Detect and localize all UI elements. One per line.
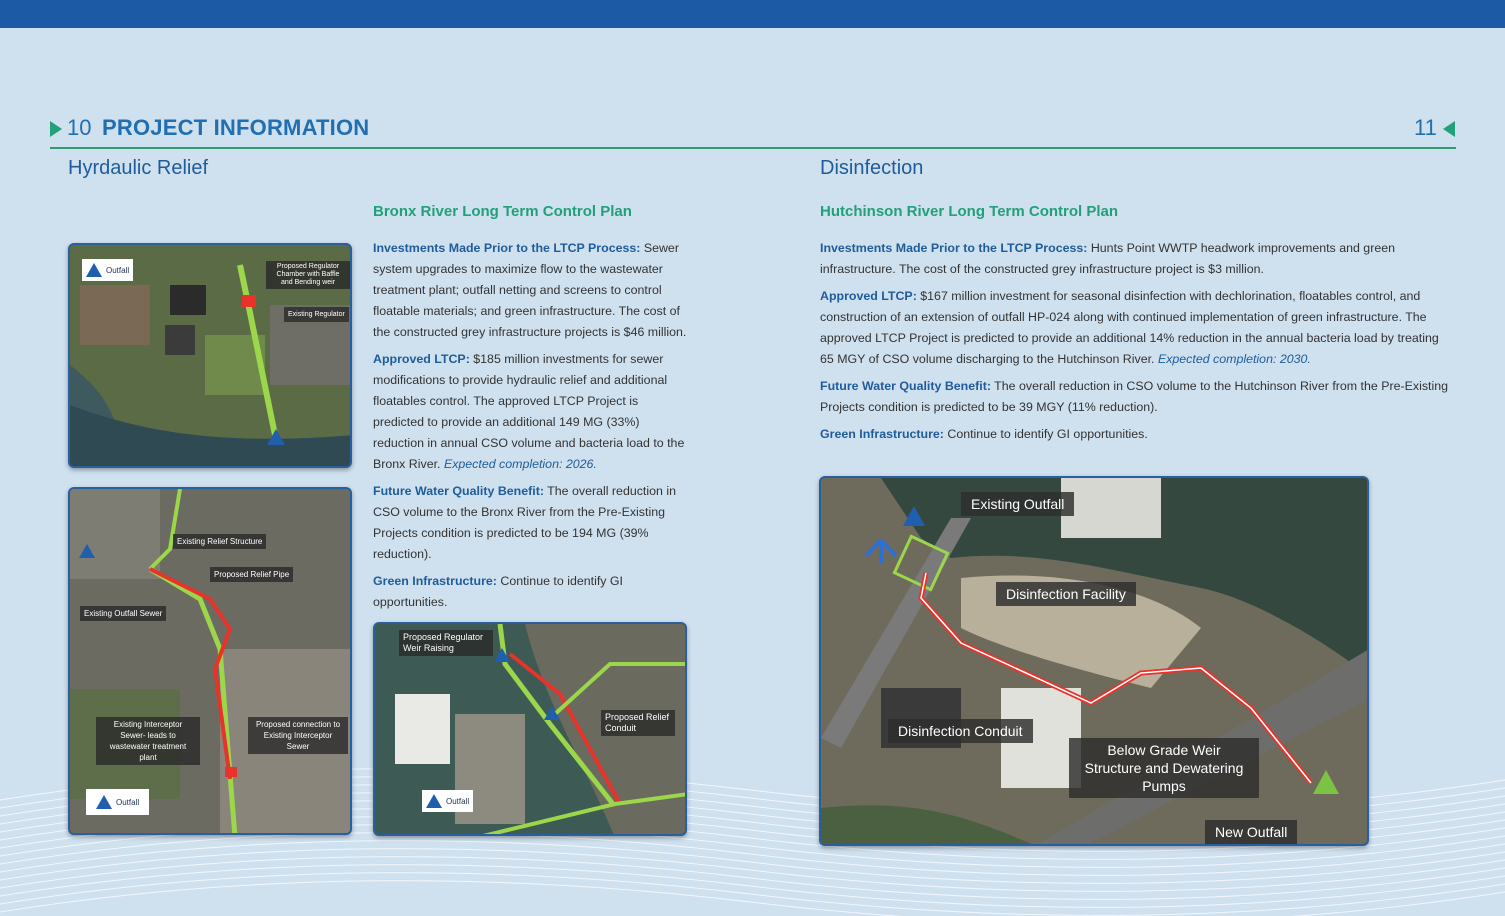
bronx-investments-text: Sewer system upgrades to maximize flow to the wastewater treatment plant; outfall netting and screens to control floatable materials; and green infrastructure. The cost of the constructed grey infrastructure projects is $46 million. <box>373 241 687 339</box>
map3-callout-weir: Proposed Regulator Weir Raising <box>399 630 493 656</box>
map-bronx-relief-pipe <box>68 487 352 835</box>
column-title-hydraulic-relief: Hyrdaulic Relief <box>68 157 209 179</box>
page-number: 11 <box>1414 115 1437 140</box>
bronx-future-text: The overall reduction in CSO volume to the Bronx River from the Pre-Existing Projects condition is predicted to be 194 MG (39% reduction). <box>373 484 676 561</box>
map2-callout-relief-pipe: Proposed Relief Pipe <box>210 567 293 582</box>
section-number: 10 <box>67 115 92 140</box>
hutchinson-investments-text: Hunts Point WWTP headwork improvements and green infrastructure. The cost of the constructed grey infrastructure project is $3 million. <box>820 241 1395 276</box>
callout-weir-structure: Below Grade Weir Structure and Dewatering Pumps <box>1069 738 1259 798</box>
map1-callout-regulator: Proposed Regulator Chamber with Baffle and Bending weir <box>266 261 350 289</box>
map-bronx-weir <box>373 622 687 836</box>
hutchinson-future-paragraph <box>820 376 1450 418</box>
hutchinson-green-text: Continue to identify GI opportunities. <box>943 427 1148 441</box>
hutchinson-investments-paragraph <box>820 238 1450 280</box>
bronx-green-label: Green Infrastructure: <box>373 574 497 588</box>
hutchinson-body-text <box>820 238 1450 451</box>
page-arrow-icon <box>1443 121 1455 137</box>
outfall-legend-icon <box>96 795 112 809</box>
callout-new-outfall: New Outfall <box>1205 820 1297 844</box>
bronx-approved-label: Approved LTCP: <box>373 352 470 366</box>
hutchinson-green-paragraph <box>820 424 1450 445</box>
outfall-icon <box>544 706 560 720</box>
header-rule <box>50 147 1456 149</box>
map2-legend <box>86 789 149 815</box>
top-bar <box>0 0 1505 28</box>
map2-callout-connection: Proposed connection to Existing Interceptor Sewer <box>248 717 348 754</box>
map2-legend-label: Outfall <box>116 797 140 807</box>
section-title: PROJECT INFORMATION <box>102 115 370 140</box>
map3-callout-conduit: Proposed Relief Conduit <box>601 710 675 736</box>
map1-callout-existing-regulator: Existing Regulator <box>284 307 349 322</box>
hutchinson-approved-label: Approved LTCP: <box>820 289 917 303</box>
hutchinson-green-label: Green Infrastructure: <box>820 427 944 441</box>
map2-callout-outfall-sewer: Existing Outfall Sewer <box>80 606 166 621</box>
outfall-icon <box>494 648 510 662</box>
bronx-green-paragraph <box>373 571 691 613</box>
outfall-icon <box>79 544 95 558</box>
plan-title-bronx: Bronx River Long Term Control Plan <box>373 203 632 220</box>
bronx-expected-completion: Expected completion: 2026. <box>443 457 597 471</box>
bronx-green-text: Continue to identify GI opportunities. <box>373 574 623 609</box>
callout-disinfection-conduit: Disinfection Conduit <box>888 719 1033 743</box>
bronx-body-text <box>373 238 691 619</box>
bronx-investments-paragraph <box>373 238 691 343</box>
bronx-approved-paragraph <box>373 349 691 475</box>
hutchinson-investments-label: Investments Made Prior to the LTCP Process: <box>820 241 1088 255</box>
map2-callout-interceptor: Existing Interceptor Sewer- leads to wastewater treatment plant <box>96 717 200 765</box>
bronx-future-label: Future Water Quality Benefit: <box>373 484 544 498</box>
outfall-legend-icon <box>86 263 102 277</box>
map-hutchinson-disinfection <box>819 476 1369 846</box>
hutchinson-expected-completion: Expected completion: 2030. <box>1157 352 1311 366</box>
callout-disinfection-facility: Disinfection Facility <box>996 582 1136 606</box>
new-outfall-icon <box>1313 770 1339 794</box>
outfall-legend-icon <box>426 794 442 808</box>
map3-legend <box>422 790 473 812</box>
section-arrow-icon <box>50 121 62 137</box>
existing-outfall-icon <box>903 506 925 526</box>
hutchinson-future-label: Future Water Quality Benefit: <box>820 379 991 393</box>
hutchinson-approved-paragraph <box>820 286 1450 370</box>
map3-legend-label: Outfall <box>446 796 470 806</box>
bronx-future-paragraph <box>373 481 691 565</box>
callout-existing-outfall: Existing Outfall <box>961 492 1074 516</box>
map1-legend-label: Outfall <box>106 265 130 275</box>
hutchinson-future-text: The overall reduction in CSO volume to the Hutchinson River from the Pre-Existing Projects condition is predicted to be 39 MGY (11% reduction). <box>820 379 1449 414</box>
map1-legend <box>82 259 133 281</box>
column-title-disinfection: Disinfection <box>820 157 924 179</box>
plan-title-hutchinson: Hutchinson River Long Term Control Plan <box>820 203 1119 220</box>
hutchinson-approved-text: $167 million investment for seasonal disinfection with dechlorination, floatables control, and construction of an extension of outfall HP-024 along with continued implementation of green infrastructure. The approved LTCP Project is predicted to provide an additional 14% reduction in the annual bacteria load by treating 65 MGY of CSO volume discharging to the Hutchinson River. <box>820 289 1439 366</box>
bronx-approved-text: $185 million investments for sewer modifications to provide hydraulic relief and additional floatables control. The approved LTCP Project is predicted to provide an additional 149 MG (33%) reduction in annual CSO volume and bacteria load to the Bronx River. <box>373 352 685 471</box>
bronx-investments-label: Investments Made Prior to the LTCP Process: <box>373 241 641 255</box>
outfall-icon <box>267 429 285 445</box>
map-bronx-regulator <box>68 243 352 468</box>
map2-callout-relief-structure: Existing Relief Structure <box>173 534 266 549</box>
